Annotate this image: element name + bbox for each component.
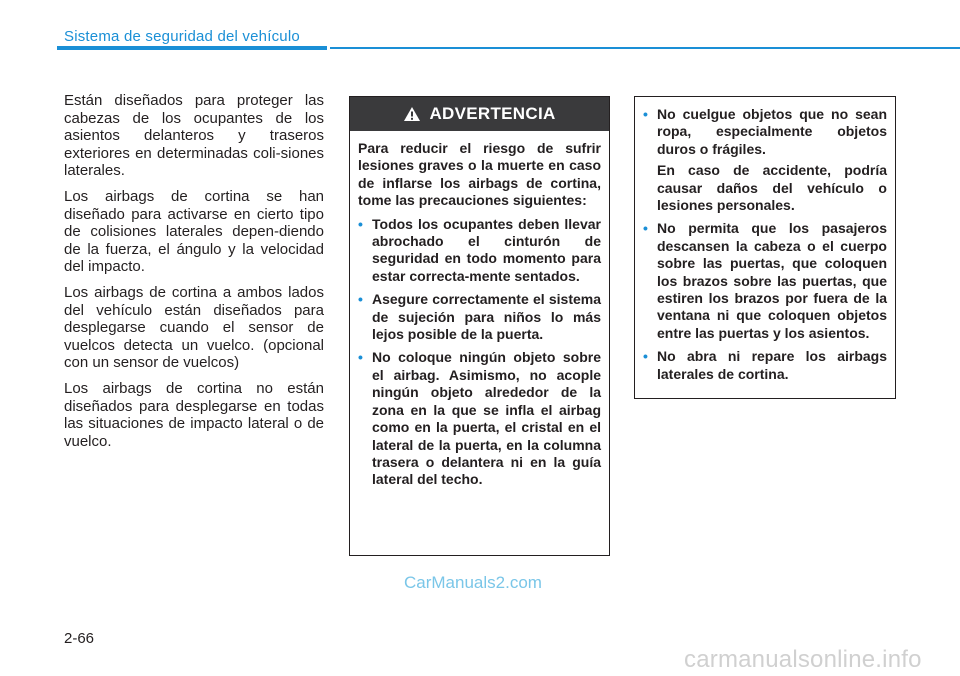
paragraph: Están diseñados para proteger las cabezas de los ocupantes de los asientos delanteros y traseros exteriores en determinadas coli-siones laterales. xyxy=(64,92,324,180)
header-rule-thick xyxy=(57,46,327,50)
site-watermark: carmanualsonline.info xyxy=(684,646,922,673)
warning-box xyxy=(349,96,610,556)
bullet-dot: • xyxy=(358,215,363,232)
warning-continued-list xyxy=(643,106,887,158)
list-item xyxy=(358,349,601,488)
bullet-text: No permita que los pasajeros descansen la cabeza o el cuerpo sobre las puertas, que coloquen los brazos sobre las puertas, que estiren los brazos por fuera de la ventana ni que coloquen objetos entre las puertas y los asientos. xyxy=(657,220,887,341)
left-column-text xyxy=(64,92,324,458)
list-item xyxy=(358,216,601,286)
warning-body xyxy=(350,131,609,489)
list-item xyxy=(358,291,601,343)
bullet-dot: • xyxy=(643,220,648,237)
warning-title: ADVERTENCIA xyxy=(429,104,556,123)
bullet-text: Todos los ocupantes deben llevar abrochado el cinturón de seguridad en todo momento para estar correcta-mente sentados. xyxy=(372,215,601,284)
bullet-text: No cuelgue objetos que no sean ropa, especialmente objetos duros o frágiles. xyxy=(657,106,887,157)
sub-paragraph: En caso de accidente, podría causar daños del vehículo o lesiones personales. xyxy=(657,162,887,214)
bullet-dot: • xyxy=(643,106,648,122)
warning-header xyxy=(350,97,609,131)
header-rule-thin xyxy=(330,47,960,49)
warning-bullet-list xyxy=(358,216,601,489)
bullet-dot: • xyxy=(358,349,363,366)
list-item xyxy=(643,348,887,383)
list-item xyxy=(643,220,887,342)
warning-continued-list-2 xyxy=(643,220,887,383)
list-item xyxy=(643,106,887,158)
warning-continued-box xyxy=(634,96,896,399)
warning-triangle-icon xyxy=(403,106,421,122)
bullet-text: Asegure correctamente el sistema de sujeción para niños lo más lejos posible de la puerta. xyxy=(372,291,601,343)
bullet-dot: • xyxy=(643,348,648,365)
bullet-text: No abra ni repare los airbags laterales de cortina. xyxy=(657,348,887,382)
page-number: 2-66 xyxy=(64,630,95,647)
section-header-title: Sistema de seguridad del vehículo xyxy=(64,28,300,45)
warning-continued-body xyxy=(635,97,895,383)
paragraph: Los airbags de cortina no están diseñados para desplegarse en todas las situaciones de impacto lateral o de vuelco. xyxy=(64,379,324,450)
bullet-text: No coloque ningún objeto sobre el airbag. Asimismo, no acople ningún objeto alrededor de la zona en la que se infla el airbag como en la puerta, el cristal en el lateral de la puerta, en la columna trasera o delantera ni en la guía lateral del techo. xyxy=(372,349,601,488)
watermark-link[interactable]: CarManuals2.com xyxy=(404,573,542,592)
bullet-dot: • xyxy=(358,291,363,308)
warning-intro: Para reducir el riesgo de sufrir lesiones graves o la muerte en caso de inflarse los airbags de cortina, tome las precauciones siguientes: xyxy=(358,140,601,209)
paragraph: Los airbags de cortina se han diseñado para activarse en cierto tipo de colisiones laterales depen-diendo de la fuerza, el ángulo y la velocidad del impacto. xyxy=(64,187,324,276)
paragraph: Los airbags de cortina a ambos lados del vehículo están diseñados para desplegarse cuando el sensor de vuelcos detecta un vuelco. (opcional con un sensor de vuelcos) xyxy=(64,283,324,372)
